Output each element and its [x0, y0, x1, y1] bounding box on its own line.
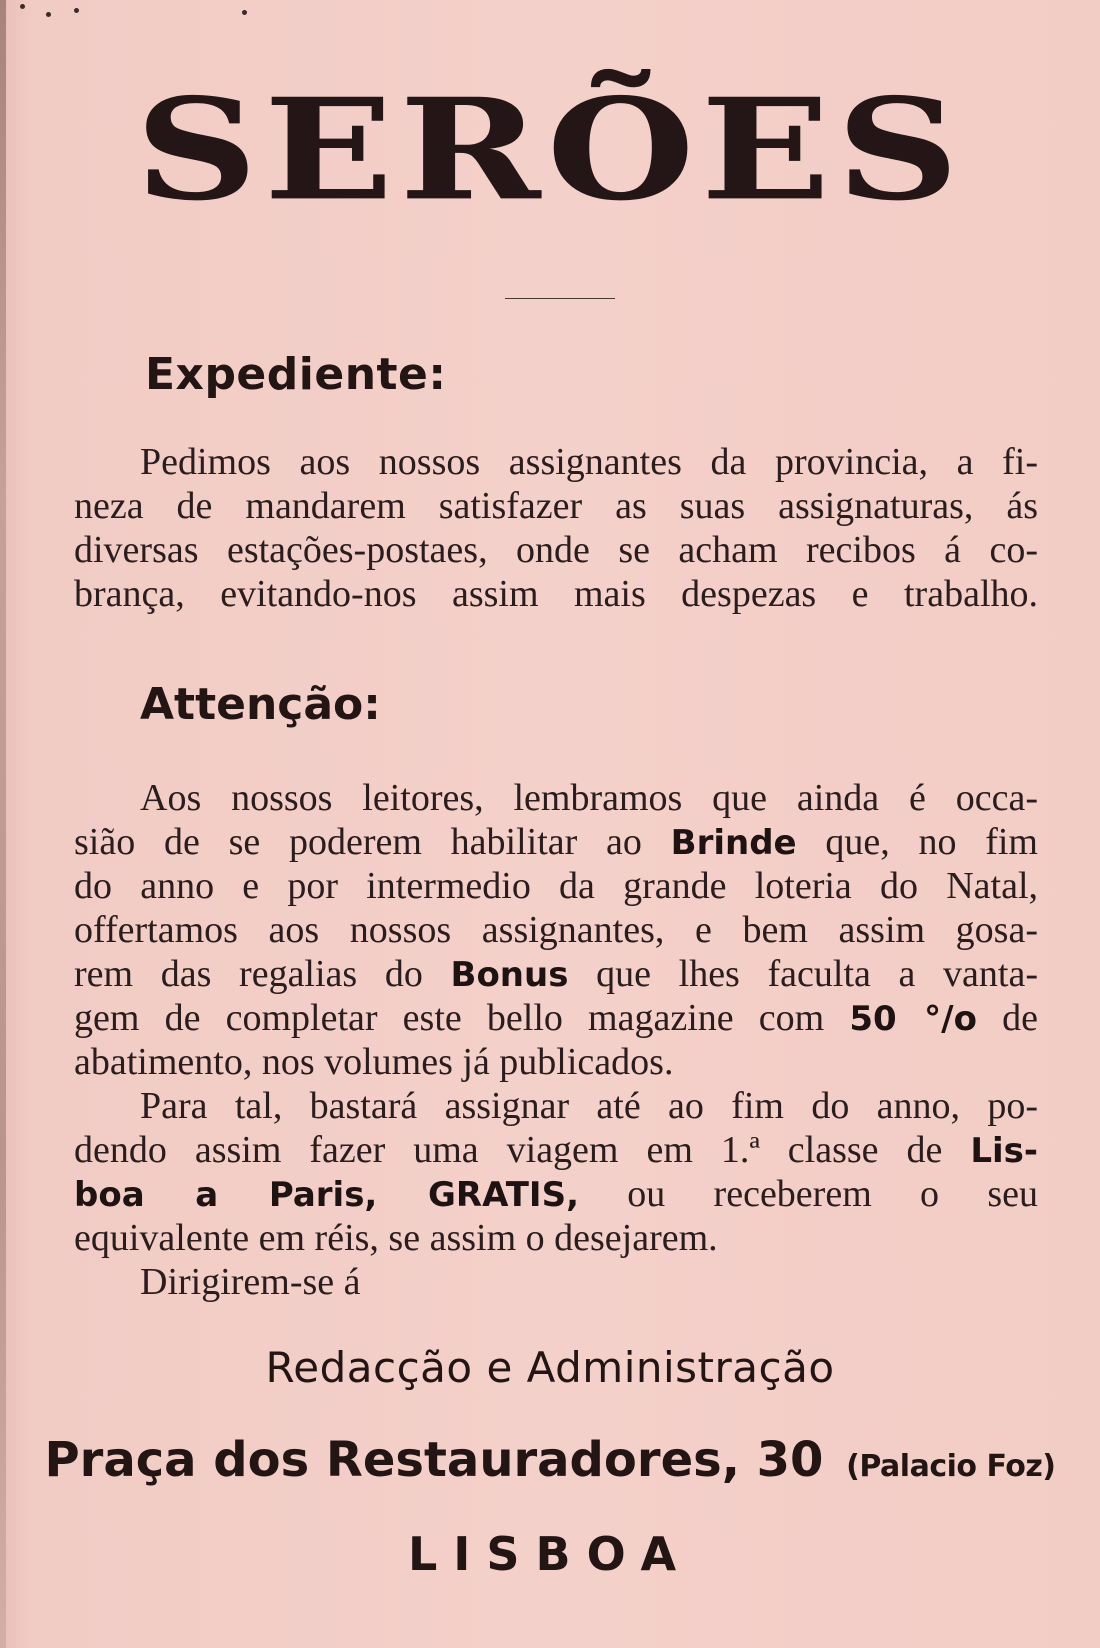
city-line: LISBOA	[407, 1527, 693, 1581]
palacio-note: (Palacio Foz)	[846, 1449, 1056, 1484]
text-line	[74, 996, 1038, 1040]
body-text: Aos nossos leitores, lembramos que ainda é occa-	[140, 777, 1038, 819]
ink-speck	[74, 8, 79, 13]
emphasis-text: Bonus	[450, 955, 569, 995]
text-line	[74, 864, 1038, 908]
paragraph-attencao	[74, 776, 1038, 1304]
text-line	[74, 908, 1038, 952]
text-line	[74, 952, 1038, 996]
paragraph-expediente	[74, 440, 1038, 616]
body-text: abatimento, nos volumes já publicados.	[74, 1041, 674, 1083]
body-text: ou receberem o seu	[578, 1173, 1038, 1215]
emphasis-text: 50 °/o	[849, 999, 977, 1039]
text-line: brança, evitando-nos assim mais despezas e trabalho.	[74, 573, 1038, 615]
address-line	[0, 1428, 1100, 1499]
emphasis-text: Lis-	[970, 1131, 1038, 1171]
text-line	[74, 1084, 1038, 1128]
body-text: Dirigirem-se á	[140, 1261, 361, 1303]
text-line	[74, 1128, 1038, 1172]
ink-speck	[242, 10, 247, 15]
masthead-title: SERÕES	[134, 68, 966, 232]
heading-expediente: Expediente:	[145, 349, 447, 400]
page-edge	[0, 0, 6, 1648]
text-line	[74, 1216, 1038, 1260]
heading-attencao: Attenção:	[140, 679, 381, 730]
text-line	[74, 1040, 1038, 1084]
body-text: de	[976, 997, 1038, 1039]
body-text: equivalente em réis, se assim o desejarem.	[74, 1217, 718, 1259]
emphasis-text: boa a Paris, GRATIS,	[74, 1175, 579, 1215]
text-line: diversas estações-postaes, onde se acham recibos á co-	[74, 529, 1038, 571]
ink-speck	[46, 12, 51, 17]
body-text: dendo assim fazer uma viagem em 1.ª classe de	[74, 1129, 971, 1171]
body-text: que, no fim	[796, 821, 1038, 863]
ink-speck	[20, 4, 25, 9]
text-line: Pedimos aos nossos assignantes da provincia, a fi-	[140, 441, 1038, 483]
body-text: Para tal, bastará assignar até ao fim do anno, po-	[140, 1085, 1038, 1127]
body-text: sião de se poderem habilitar ao	[74, 821, 671, 863]
title-rule	[505, 298, 615, 299]
text-line	[74, 1260, 1038, 1304]
text-line	[74, 1172, 1038, 1216]
emphasis-text: Brinde	[670, 823, 797, 863]
redaccao-line: Redacção e Administração	[265, 1343, 835, 1392]
text-line	[74, 820, 1038, 864]
text-line	[74, 776, 1038, 820]
body-text: offertamos aos nossos assignantes, e bem assim gosa-	[74, 909, 1038, 951]
body-text: rem das regalias do	[74, 953, 451, 995]
text-line: neza de mandarem satisfazer as suas assignaturas, ás	[74, 485, 1038, 527]
body-text: do anno e por intermedio da grande loteria do Natal,	[74, 865, 1038, 907]
body-text: que lhes faculta a vanta-	[568, 953, 1038, 995]
body-text: gem de completar este bello magazine com	[74, 997, 850, 1039]
address-text: Praça dos Restauradores, 30	[44, 1432, 824, 1488]
